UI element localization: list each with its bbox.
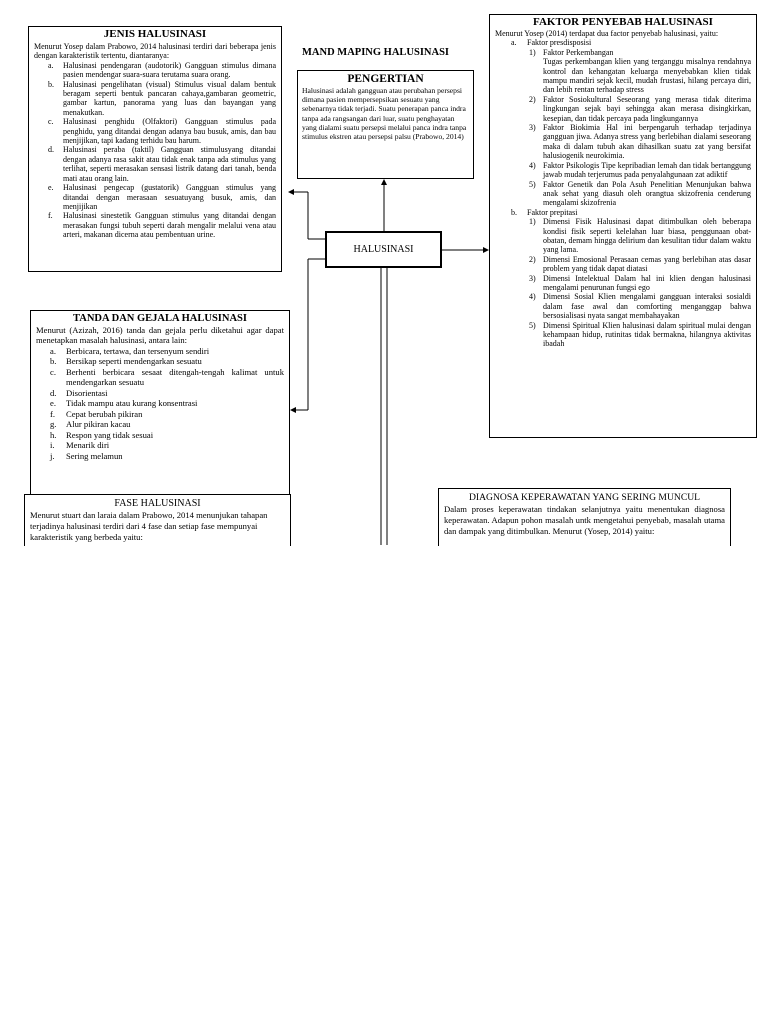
faktor-title: FAKTOR PENYEBAB HALUSINASI: [533, 16, 713, 28]
list-item: e. Halusinasi pengecap (gustatorik) Gangguan stimulus yang ditandai dengan merasaan sesuatuyang busuk, amis, dan menjijikan: [48, 183, 276, 211]
list-item: a. Berbicara, tertawa, dan tersenyum sendiri: [50, 345, 210, 356]
list-item: 1) Faktor Perkembangan Tugas perkembangan klien yang terganggu misalnya rendahnya kontrol dan kehangatan keluarga menyebabkan klien tidak mampu mandiri sejak kecil, mudah frustasi, hilang percaya diri, dan lebih rentan terhadap stress: [529, 47, 751, 95]
pengertian-body: Halusinasi adalah gangguan atau perubahan persepsi dimana pasien mempersepsikan sesuatu yang sebenarnya tidak terjadi. Suatu penerapan panca indra tanpa ada rangsangan dari luar, suatu penghayatan yang dialami suatu persepsi melalui panca indra tanpa stimulus ekstren atau persepsi palsu (Prabowo, 2014): [302, 86, 467, 142]
list-item: 5) Dimensi Spiritual Klien halusinasi dalam spiritual mulai dengan kehampaan hidup, rutinitas tidak bermakna, hilangnya aktivitas ibadah: [529, 320, 751, 349]
faktor-b-list: [495, 217, 751, 349]
list-item: a. Halusinasi pendengaran (audotorik) Gangguan stimulus dimana pasien mendengar suara-suara terutama suara orang.: [48, 60, 276, 80]
list-item: d. Halusinasi peraba (taktil) Gangguan stimulusyang ditandai dengan adanya rasa sakit atau tidak enak tanpa ada stimulus yang terlihat, seperti merasakan sensasi listrik datang dari tanah, benda mati atau orang lain.: [48, 145, 276, 183]
list-item: b. Halusinasi pengelihatan (visual) Stimulus visual dalam bentuk beragam seperti bentuk pancaran cahaya,gambaran geometric, gambar kartun, panorama yang luas dan bayangan yang menakutkan.: [48, 79, 276, 117]
tanda-intro: Menurut (Azizah, 2016) tanda dan gejala perlu diketahui agar dapat menetapkan masalah halusinasi, antara lain:: [36, 325, 284, 346]
pengertian-box: [297, 70, 474, 179]
faktor-a-label: a. Faktor presdisposisi: [511, 38, 592, 48]
list-item: h. Respon yang tidak sesuai: [50, 429, 154, 440]
jenis-list: [34, 61, 276, 240]
faktor-intro: Menurut Yosep (2014) terdapat dua factor penyebab halusinasi, yaitu:: [495, 29, 719, 38]
list-item: 3) Faktor Biokimia Hal ini berpengaruh terhadap terjadinya gangguan jiwa. Adanya stress yang berlebihan dialami seseorang maka di dalam tubuh akan dihasilkan suatu zat yang bersifat halusiogenik neurokimia.: [529, 123, 751, 161]
faktor-b-label: b. Faktor prepitasi: [511, 207, 578, 217]
jenis-intro: Menurut Yosep dalam Prabowo, 2014 halusinasi terdiri dari beberapa jenis dengan karakteristik tertentu, diantaranya:: [34, 42, 276, 61]
list-item: 2) Dimensi Emosional Perasaan cemas yang berlebihan atas dasar problem yang tidak dapat diatasi: [529, 254, 751, 274]
jenis-box: [28, 26, 282, 272]
diagnosa-title: DIAGNOSA KEPERAWATAN YANG SERING MUNCUL: [468, 492, 701, 503]
list-item: f. Cepat berubah pikiran: [50, 408, 143, 419]
list-item: b. Bersikap seperti mendengarkan sesuatu: [50, 356, 202, 367]
faktor-box: [489, 14, 757, 438]
jenis-title: JENIS HALUSINASI: [103, 28, 207, 40]
fase-title: FASE HALUSINASI: [114, 498, 201, 509]
faktor-a-list: [495, 48, 751, 208]
list-item: 5) Faktor Genetik dan Pola Asuh Penelitian Menunjukan bahwa anak sehat yang diasuh oleh orangtua skizofrenia cenderung mengalami skizofrenia: [529, 179, 751, 208]
pengertian-title: PENGERTIAN: [347, 73, 424, 85]
list-item: g. Alur pikiran kacau: [50, 419, 131, 430]
fase-body: Menurut stuart dan laraia dalam Prabowo, 2014 menunjukan tahapan terjadinya halusinasi terdiri dari 4 fase dan setiap fase mempunyai karakteristik yang berbeda yaitu:: [30, 510, 268, 542]
list-item: 3) Dimensi Intelektual Dalam hal ini klien dengan halusinasi mengalami penurunan fungsi ego: [529, 273, 751, 292]
list-item: e. Tidak mampu atau kurang konsentrasi: [50, 398, 198, 409]
list-item: f. Halusinasi sinestetik Gangguan stimulus yang ditandai dengan merasakan fungsi tubuh seperti darah mengalir melalui vena atau arteri, makanan dicerna atau pembentuan urine.: [48, 211, 276, 240]
diagnosa-body: Dalam proses keperawatan tindakan selanjutnya yaitu menentukan diagnosa keperawatan. Adapun pohon masalah untk mengetahui penyebab, masalah utama dan dampak yang ditimbulkan. Menurut (Yosep, 2014) yaitu:: [444, 504, 725, 536]
list-item: c. Berhenti berbicara sesaat ditengah-tengah kalimat untuk mendengarkan sesuatu: [50, 366, 284, 388]
tanda-list: [36, 346, 284, 462]
list-item: 2) Faktor Sosiokultural Seseorang yang merasa tidak diterima lingkungan sejak bayi sehingga akan merasa disingkirkan, kesepian, dan tidak percaya pada lingkungannya: [529, 94, 751, 123]
list-item: 4) Dimensi Sosial Klien mengalami gangguan interaksi sosialdi dalam fase awal dan comforting menganggap bahwa bersosialisasi nyata sangat membahayakan: [529, 292, 751, 321]
list-item: 1) Dimensi Fisik Halusinasi dapat ditimbulkan oleh beberapa kondisi fisik seperti kelelahan luar biasa, penggunaan obat-obatan, demam hingga delirium dan kesulitan tidur dalam waktu yang lama.: [529, 217, 751, 255]
tanda-box: [30, 310, 290, 510]
page-title: MAND MAPING HALUSINASI: [302, 47, 450, 58]
center-node-halusinasi: HALUSINASI: [325, 231, 442, 268]
list-item: i. Menarik diri: [50, 440, 110, 451]
list-item: 4) Faktor Psikologis Tipe kepribadian lemah dan tidak bertanggung jawab mudah terjerumus pada penyalahgunaan zat adiktif: [529, 160, 751, 180]
fase-box: [24, 494, 291, 546]
diagnosa-box: [438, 488, 731, 546]
list-item: j. Sering melamun: [50, 450, 123, 461]
list-item: c. Halusinasi penghidu (Olfaktori) Gangguan stimulus pada penghidu, yang ditandai dengan adanya bau busuk, amis, dan bau menjijikan, tapi kadang terhidu bau harum.: [48, 117, 276, 146]
list-item: d. Disorientasi: [50, 387, 108, 398]
tanda-title: TANDA DAN GEJALA HALUSINASI: [73, 313, 247, 324]
